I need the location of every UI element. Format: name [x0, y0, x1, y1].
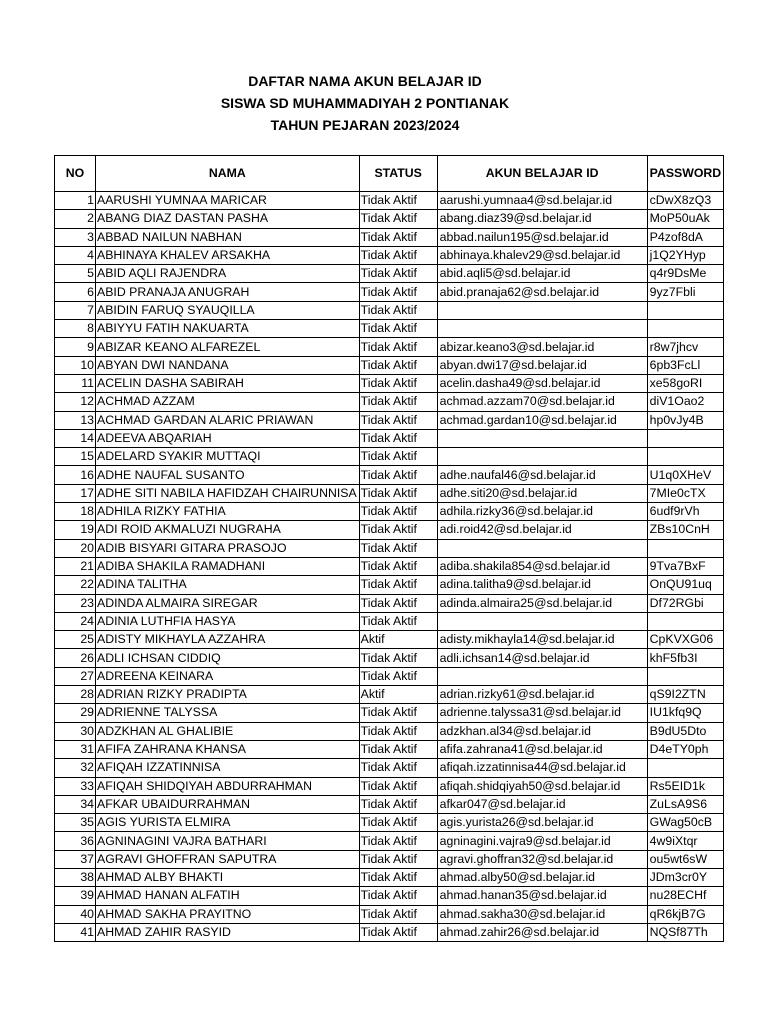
table-row	[55, 686, 724, 704]
cell-status: Tidak Aktif	[359, 265, 437, 283]
cell-password: CpKVXG06	[647, 631, 724, 649]
cell-password: 9yz7Fbli	[647, 283, 724, 301]
cell-status: Tidak Aktif	[359, 228, 437, 246]
cell-nama: ADINDA ALMAIRA SIREGAR	[96, 594, 360, 612]
cell-akun-belajar-id: adhe.naufal46@sd.belajar.id	[437, 466, 647, 484]
cell-password	[647, 759, 724, 777]
cell-no: 17	[55, 484, 96, 502]
cell-nama: ADIB BISYARI GITARA PRASOJO	[96, 539, 360, 557]
cell-no: 40	[55, 905, 96, 923]
cell-no: 9	[55, 338, 96, 356]
cell-password	[647, 612, 724, 630]
cell-nama: AFIQAH IZZATINNISA	[96, 759, 360, 777]
cell-status: Tidak Aktif	[359, 393, 437, 411]
cell-password	[647, 301, 724, 319]
cell-status: Tidak Aktif	[359, 850, 437, 868]
cell-no: 3	[55, 228, 96, 246]
cell-akun-belajar-id: afiqah.shidqiyah50@sd.belajar.id	[437, 777, 647, 795]
cell-status: Tidak Aktif	[359, 704, 437, 722]
table-row	[55, 484, 724, 502]
cell-status: Tidak Aktif	[359, 612, 437, 630]
cell-no: 25	[55, 631, 96, 649]
cell-nama: ACHMAD AZZAM	[96, 393, 360, 411]
table-row	[55, 374, 724, 392]
table-row	[55, 887, 724, 905]
cell-akun-belajar-id: abid.aqli5@sd.belajar.id	[437, 265, 647, 283]
cell-password: cDwX8zQ3	[647, 192, 724, 210]
cell-nama: AFIQAH SHIDQIYAH ABDURRAHMAN	[96, 777, 360, 795]
header-no: NO	[55, 156, 96, 192]
cell-nama: AHMAD ALBY BHAKTI	[96, 868, 360, 886]
cell-nama: ADHE SITI NABILA HAFIDZAH CHAIRUNNISA	[96, 484, 360, 502]
table-row	[55, 594, 724, 612]
cell-nama: ADIBA SHAKILA RAMADHANI	[96, 557, 360, 575]
cell-no: 18	[55, 503, 96, 521]
cell-status: Aktif	[359, 686, 437, 704]
cell-no: 38	[55, 868, 96, 886]
cell-akun-belajar-id: aarushi.yumnaa4@sd.belajar.id	[437, 192, 647, 210]
cell-status: Tidak Aktif	[359, 887, 437, 905]
header-nama: NAMA	[96, 156, 360, 192]
cell-password: Rs5EID1k	[647, 777, 724, 795]
cell-password	[647, 539, 724, 557]
cell-nama: ADZKHAN AL GHALIBIE	[96, 722, 360, 740]
cell-nama: ABIDIN FARUQ SYAUQILLA	[96, 301, 360, 319]
table-row	[55, 795, 724, 813]
cell-nama: ADINIA LUTHFIA HASYA	[96, 612, 360, 630]
cell-status: Tidak Aktif	[359, 795, 437, 813]
cell-nama: ADISTY MIKHAYLA AZZAHRA	[96, 631, 360, 649]
cell-status: Tidak Aktif	[359, 814, 437, 832]
table-row	[55, 265, 724, 283]
cell-akun-belajar-id: adhe.siti20@sd.belajar.id	[437, 484, 647, 502]
table-row	[55, 192, 724, 210]
cell-nama: AARUSHI YUMNAA MARICAR	[96, 192, 360, 210]
table-row	[55, 923, 724, 941]
cell-no: 14	[55, 429, 96, 447]
cell-status: Tidak Aktif	[359, 576, 437, 594]
cell-no: 12	[55, 393, 96, 411]
cell-no: 21	[55, 557, 96, 575]
cell-no: 20	[55, 539, 96, 557]
table-row	[55, 356, 724, 374]
table-row	[55, 649, 724, 667]
cell-no: 8	[55, 320, 96, 338]
cell-status: Tidak Aktif	[359, 503, 437, 521]
cell-status: Tidak Aktif	[359, 192, 437, 210]
table-row	[55, 740, 724, 758]
cell-nama: ABID PRANAJA ANUGRAH	[96, 283, 360, 301]
table-row	[55, 814, 724, 832]
table-row	[55, 850, 724, 868]
table-row	[55, 777, 724, 795]
cell-status: Tidak Aktif	[359, 539, 437, 557]
cell-password: r8w7jhcv	[647, 338, 724, 356]
cell-nama: AGRAVI GHOFFRAN SAPUTRA	[96, 850, 360, 868]
cell-status: Tidak Aktif	[359, 557, 437, 575]
table-row	[55, 759, 724, 777]
cell-nama: AFKAR UBAIDURRAHMAN	[96, 795, 360, 813]
cell-nama: ADRIAN RIZKY PRADIPTA	[96, 686, 360, 704]
cell-nama: ACELIN DASHA SABIRAH	[96, 374, 360, 392]
header-status: STATUS	[359, 156, 437, 192]
cell-password: hp0vJy4B	[647, 411, 724, 429]
cell-status: Aktif	[359, 631, 437, 649]
table-row	[55, 521, 724, 539]
cell-akun-belajar-id: acelin.dasha49@sd.belajar.id	[437, 374, 647, 392]
cell-no: 29	[55, 704, 96, 722]
cell-akun-belajar-id: ahmad.zahir26@sd.belajar.id	[437, 923, 647, 941]
cell-status: Tidak Aktif	[359, 448, 437, 466]
table-row	[55, 466, 724, 484]
cell-password: U1q0XHeV	[647, 466, 724, 484]
cell-akun-belajar-id: agninagini.vajra9@sd.belajar.id	[437, 832, 647, 850]
cell-akun-belajar-id: achmad.gardan10@sd.belajar.id	[437, 411, 647, 429]
cell-no: 41	[55, 923, 96, 941]
cell-password: NQSf87Th	[647, 923, 724, 941]
cell-status: Tidak Aktif	[359, 521, 437, 539]
cell-password: nu28ECHf	[647, 887, 724, 905]
cell-nama: AHMAD SAKHA PRAYITNO	[96, 905, 360, 923]
cell-password: xe58goRI	[647, 374, 724, 392]
cell-no: 22	[55, 576, 96, 594]
cell-no: 36	[55, 832, 96, 850]
cell-status: Tidak Aktif	[359, 759, 437, 777]
cell-nama: ABYAN DWI NANDANA	[96, 356, 360, 374]
student-account-table	[54, 155, 724, 942]
cell-akun-belajar-id: adzkhan.al34@sd.belajar.id	[437, 722, 647, 740]
cell-password: P4zof8dA	[647, 228, 724, 246]
cell-akun-belajar-id: adli.ichsan14@sd.belajar.id	[437, 649, 647, 667]
cell-password: diV1Oao2	[647, 393, 724, 411]
cell-akun-belajar-id	[437, 429, 647, 447]
cell-status: Tidak Aktif	[359, 484, 437, 502]
cell-akun-belajar-id: ahmad.hanan35@sd.belajar.id	[437, 887, 647, 905]
cell-akun-belajar-id: adisty.mikhayla14@sd.belajar.id	[437, 631, 647, 649]
cell-akun-belajar-id: abang.diaz39@sd.belajar.id	[437, 210, 647, 228]
cell-nama: ACHMAD GARDAN ALARIC PRIAWAN	[96, 411, 360, 429]
cell-akun-belajar-id: afkar047@sd.belajar.id	[437, 795, 647, 813]
cell-no: 4	[55, 246, 96, 264]
cell-no: 1	[55, 192, 96, 210]
cell-status: Tidak Aktif	[359, 777, 437, 795]
cell-password: 4w9iXtqr	[647, 832, 724, 850]
table-row	[55, 503, 724, 521]
table-row	[55, 539, 724, 557]
cell-password: j1Q2YHyp	[647, 246, 724, 264]
table-row	[55, 612, 724, 630]
cell-akun-belajar-id	[437, 320, 647, 338]
document-header	[0, 70, 730, 136]
cell-no: 5	[55, 265, 96, 283]
cell-password: Df72RGbi	[647, 594, 724, 612]
cell-nama: ABIYYU FATIH NAKUARTA	[96, 320, 360, 338]
cell-no: 23	[55, 594, 96, 612]
cell-status: Tidak Aktif	[359, 374, 437, 392]
cell-no: 19	[55, 521, 96, 539]
cell-password	[647, 667, 724, 685]
cell-akun-belajar-id	[437, 301, 647, 319]
cell-akun-belajar-id: abizar.keano3@sd.belajar.id	[437, 338, 647, 356]
cell-password: ou5wt6sW	[647, 850, 724, 868]
cell-no: 28	[55, 686, 96, 704]
cell-akun-belajar-id: abid.pranaja62@sd.belajar.id	[437, 283, 647, 301]
cell-no: 24	[55, 612, 96, 630]
cell-no: 16	[55, 466, 96, 484]
cell-nama: AFIFA ZAHRANA KHANSA	[96, 740, 360, 758]
cell-akun-belajar-id: adi.roid42@sd.belajar.id	[437, 521, 647, 539]
cell-status: Tidak Aktif	[359, 466, 437, 484]
cell-password	[647, 448, 724, 466]
cell-nama: ABANG DIAZ DASTAN PASHA	[96, 210, 360, 228]
cell-no: 33	[55, 777, 96, 795]
cell-akun-belajar-id	[437, 612, 647, 630]
cell-nama: ADHILA RIZKY FATHIA	[96, 503, 360, 521]
header-password: PASSWORD	[647, 156, 724, 192]
table-row	[55, 246, 724, 264]
table-row	[55, 631, 724, 649]
cell-akun-belajar-id: abbad.nailun195@sd.belajar.id	[437, 228, 647, 246]
cell-nama: ADEEVA ABQARIAH	[96, 429, 360, 447]
cell-password: D4eTY0ph	[647, 740, 724, 758]
document-title: DAFTAR NAMA AKUN BELAJAR ID	[248, 73, 482, 89]
cell-akun-belajar-id	[437, 448, 647, 466]
cell-password: 6udf9rVh	[647, 503, 724, 521]
cell-akun-belajar-id: adiba.shakila854@sd.belajar.id	[437, 557, 647, 575]
table-row	[55, 868, 724, 886]
cell-akun-belajar-id: ahmad.alby50@sd.belajar.id	[437, 868, 647, 886]
academic-year: TAHUN PEJARAN 2023/2024	[270, 117, 460, 133]
cell-no: 13	[55, 411, 96, 429]
cell-password: JDm3cr0Y	[647, 868, 724, 886]
cell-status: Tidak Aktif	[359, 594, 437, 612]
cell-status: Tidak Aktif	[359, 411, 437, 429]
cell-nama: ADI ROID AKMALUZI NUGRAHA	[96, 521, 360, 539]
cell-password: qR6kjB7G	[647, 905, 724, 923]
cell-no: 6	[55, 283, 96, 301]
table-row	[55, 448, 724, 466]
table-row	[55, 832, 724, 850]
table-row	[55, 393, 724, 411]
table-row	[55, 283, 724, 301]
cell-akun-belajar-id: achmad.azzam70@sd.belajar.id	[437, 393, 647, 411]
cell-password	[647, 320, 724, 338]
cell-akun-belajar-id	[437, 667, 647, 685]
cell-no: 32	[55, 759, 96, 777]
cell-no: 7	[55, 301, 96, 319]
table-row	[55, 228, 724, 246]
cell-nama: AHMAD HANAN ALFATIH	[96, 887, 360, 905]
cell-no: 10	[55, 356, 96, 374]
cell-status: Tidak Aktif	[359, 356, 437, 374]
cell-nama: ABID AQLI RAJENDRA	[96, 265, 360, 283]
cell-password: khF5fb3I	[647, 649, 724, 667]
cell-status: Tidak Aktif	[359, 210, 437, 228]
cell-akun-belajar-id: adinda.almaira25@sd.belajar.id	[437, 594, 647, 612]
cell-nama: ADELARD SYAKIR MUTTAQI	[96, 448, 360, 466]
table-row	[55, 429, 724, 447]
cell-nama: ADHE NAUFAL SUSANTO	[96, 466, 360, 484]
cell-status: Tidak Aktif	[359, 740, 437, 758]
cell-no: 11	[55, 374, 96, 392]
cell-nama: ABIZAR KEANO ALFAREZEL	[96, 338, 360, 356]
cell-password: 7MIe0cTX	[647, 484, 724, 502]
table-row	[55, 905, 724, 923]
cell-password: MoP50uAk	[647, 210, 724, 228]
cell-no: 2	[55, 210, 96, 228]
cell-status: Tidak Aktif	[359, 649, 437, 667]
cell-password: q4r9DsMe	[647, 265, 724, 283]
cell-nama: ADREENA KEINARA	[96, 667, 360, 685]
cell-akun-belajar-id: adrienne.talyssa31@sd.belajar.id	[437, 704, 647, 722]
cell-nama: ABHINAYA KHALEV ARSAKHA	[96, 246, 360, 264]
cell-no: 39	[55, 887, 96, 905]
cell-nama: ADLI ICHSAN CIDDIQ	[96, 649, 360, 667]
cell-password: B9dU5Dto	[647, 722, 724, 740]
table-row	[55, 338, 724, 356]
cell-akun-belajar-id: abyan.dwi17@sd.belajar.id	[437, 356, 647, 374]
table-body	[55, 192, 724, 942]
cell-no: 26	[55, 649, 96, 667]
cell-akun-belajar-id: afifa.zahrana41@sd.belajar.id	[437, 740, 647, 758]
cell-password: GWag50cB	[647, 814, 724, 832]
cell-no: 15	[55, 448, 96, 466]
cell-password: OnQU91uq	[647, 576, 724, 594]
cell-password: ZBs10CnH	[647, 521, 724, 539]
table-row	[55, 667, 724, 685]
cell-password: qS9I2ZTN	[647, 686, 724, 704]
table-row	[55, 576, 724, 594]
school-name: SISWA SD MUHAMMADIYAH 2 PONTIANAK	[220, 95, 510, 111]
cell-password: ZuLsA9S6	[647, 795, 724, 813]
cell-status: Tidak Aktif	[359, 320, 437, 338]
table-row	[55, 301, 724, 319]
header-akun-belajar-id: AKUN BELAJAR ID	[437, 156, 647, 192]
cell-status: Tidak Aktif	[359, 338, 437, 356]
cell-status: Tidak Aktif	[359, 301, 437, 319]
cell-nama: AGIS YURISTA ELMIRA	[96, 814, 360, 832]
table-row	[55, 704, 724, 722]
cell-no: 37	[55, 850, 96, 868]
cell-akun-belajar-id: abhinaya.khalev29@sd.belajar.id	[437, 246, 647, 264]
cell-nama: ABBAD NAILUN NABHAN	[96, 228, 360, 246]
cell-akun-belajar-id: ahmad.sakha30@sd.belajar.id	[437, 905, 647, 923]
cell-nama: ADINA TALITHA	[96, 576, 360, 594]
cell-status: Tidak Aktif	[359, 246, 437, 264]
cell-no: 34	[55, 795, 96, 813]
cell-status: Tidak Aktif	[359, 429, 437, 447]
table-header-row	[55, 156, 724, 192]
cell-akun-belajar-id	[437, 539, 647, 557]
cell-status: Tidak Aktif	[359, 905, 437, 923]
cell-status: Tidak Aktif	[359, 923, 437, 941]
cell-no: 30	[55, 722, 96, 740]
cell-nama: AGNINAGINI VAJRA BATHARI	[96, 832, 360, 850]
table-row	[55, 411, 724, 429]
cell-status: Tidak Aktif	[359, 283, 437, 301]
cell-no: 35	[55, 814, 96, 832]
table-row	[55, 557, 724, 575]
cell-akun-belajar-id: agravi.ghoffran32@sd.belajar.id	[437, 850, 647, 868]
cell-password	[647, 429, 724, 447]
cell-status: Tidak Aktif	[359, 832, 437, 850]
cell-akun-belajar-id: afiqah.izzatinnisa44@sd.belajar.id	[437, 759, 647, 777]
cell-password: 9Tva7BxF	[647, 557, 724, 575]
cell-no: 27	[55, 667, 96, 685]
cell-no: 31	[55, 740, 96, 758]
cell-akun-belajar-id: adrian.rizky61@sd.belajar.id	[437, 686, 647, 704]
cell-nama: ADRIENNE TALYSSA	[96, 704, 360, 722]
cell-status: Tidak Aktif	[359, 722, 437, 740]
table-row	[55, 722, 724, 740]
cell-akun-belajar-id: adhila.rizky36@sd.belajar.id	[437, 503, 647, 521]
cell-akun-belajar-id: agis.yurista26@sd.belajar.id	[437, 814, 647, 832]
cell-akun-belajar-id: adina.talitha9@sd.belajar.id	[437, 576, 647, 594]
cell-password: 6pb3FcLl	[647, 356, 724, 374]
cell-status: Tidak Aktif	[359, 667, 437, 685]
cell-password: IU1kfq9Q	[647, 704, 724, 722]
table-row	[55, 210, 724, 228]
cell-status: Tidak Aktif	[359, 868, 437, 886]
table-row	[55, 320, 724, 338]
cell-nama: AHMAD ZAHIR RASYID	[96, 923, 360, 941]
